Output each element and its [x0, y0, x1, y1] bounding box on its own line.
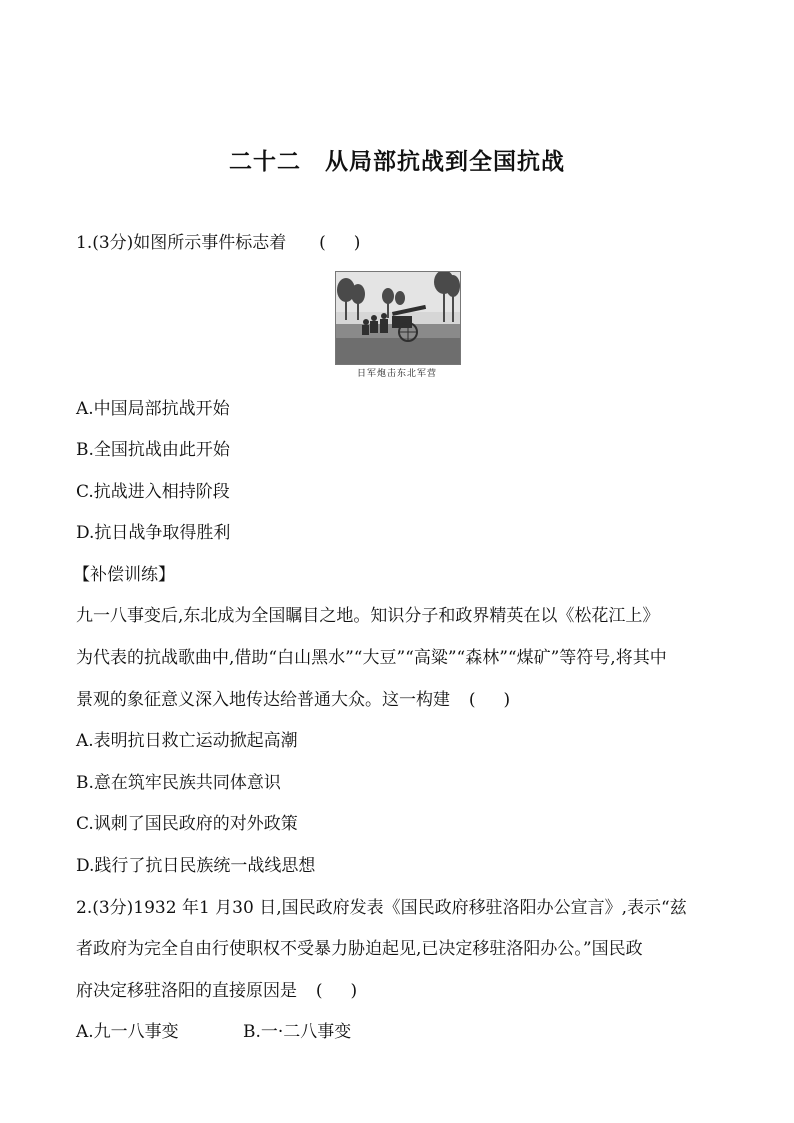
figure-caption: 日军炮击东北军营	[356, 369, 437, 379]
historical-photo	[335, 271, 461, 365]
answer-paren-open: (	[319, 233, 326, 253]
question-1-text: 1.(3分)如图所示事件标志着	[76, 233, 287, 253]
supplement-line-3-text: 景观的象征意义深入地传达给普通大众。这一构建	[76, 690, 450, 710]
question-2-line-3	[76, 980, 357, 1002]
supplement-option-d: D.践行了抗日民族统一战线思想	[76, 856, 316, 876]
question-1-option-d: D.抗日战争取得胜利	[76, 523, 231, 543]
supplement-option-a: A.表明抗日救亡运动掀起高潮	[76, 731, 298, 751]
question-1-option-a: A.中国局部抗战开始	[76, 399, 230, 419]
answer-paren-close: )	[503, 690, 511, 710]
supplement-option-c: C.讽刺了国民政府的对外政策	[76, 814, 298, 834]
question-2-line-3-text: 府决定移驻洛阳的直接原因是	[76, 981, 297, 1001]
supplement-line-1: 九一八事变后,东北成为全国瞩目之地。知识分子和政界精英在以《松花江上》	[76, 606, 660, 626]
question-1-option-b: B.全国抗战由此开始	[76, 440, 230, 460]
supplement-option-b: B.意在筑牢民族共同体意识	[76, 773, 281, 793]
page-title: 二十二 从局部抗战到全国抗战	[229, 149, 565, 175]
question-2-options	[76, 1021, 351, 1043]
supplement-line-3	[76, 689, 510, 711]
question-2-option-a: A.九一八事变	[76, 1022, 179, 1042]
question-2-line-2: 者政府为完全自由行使职权不受暴力胁迫起见,已决定移驻洛阳办公。”国民政	[76, 939, 643, 959]
answer-paren-close: )	[353, 233, 361, 253]
supplement-line-2: 为代表的抗战歌曲中,借助“白山黑水”“大豆”“高粱”“森林”“煤矿”等符号,将其中	[76, 648, 667, 668]
question-2-line-1: 2.(3分)1932 年1 月30 日,国民政府发表《国民政府移驻洛阳办公宣言》,表示“兹	[76, 898, 687, 918]
question-1-option-c: C.抗战进入相持阶段	[76, 482, 230, 502]
question-1-stem	[76, 232, 360, 254]
supplement-heading: 【补偿训练】	[73, 565, 175, 585]
photo-illustration	[336, 272, 460, 364]
answer-paren-open: (	[468, 690, 476, 710]
answer-paren-open: (	[315, 981, 323, 1001]
answer-paren-close: )	[350, 981, 358, 1001]
question-2-option-b: B.一·二八事变	[243, 1022, 352, 1042]
